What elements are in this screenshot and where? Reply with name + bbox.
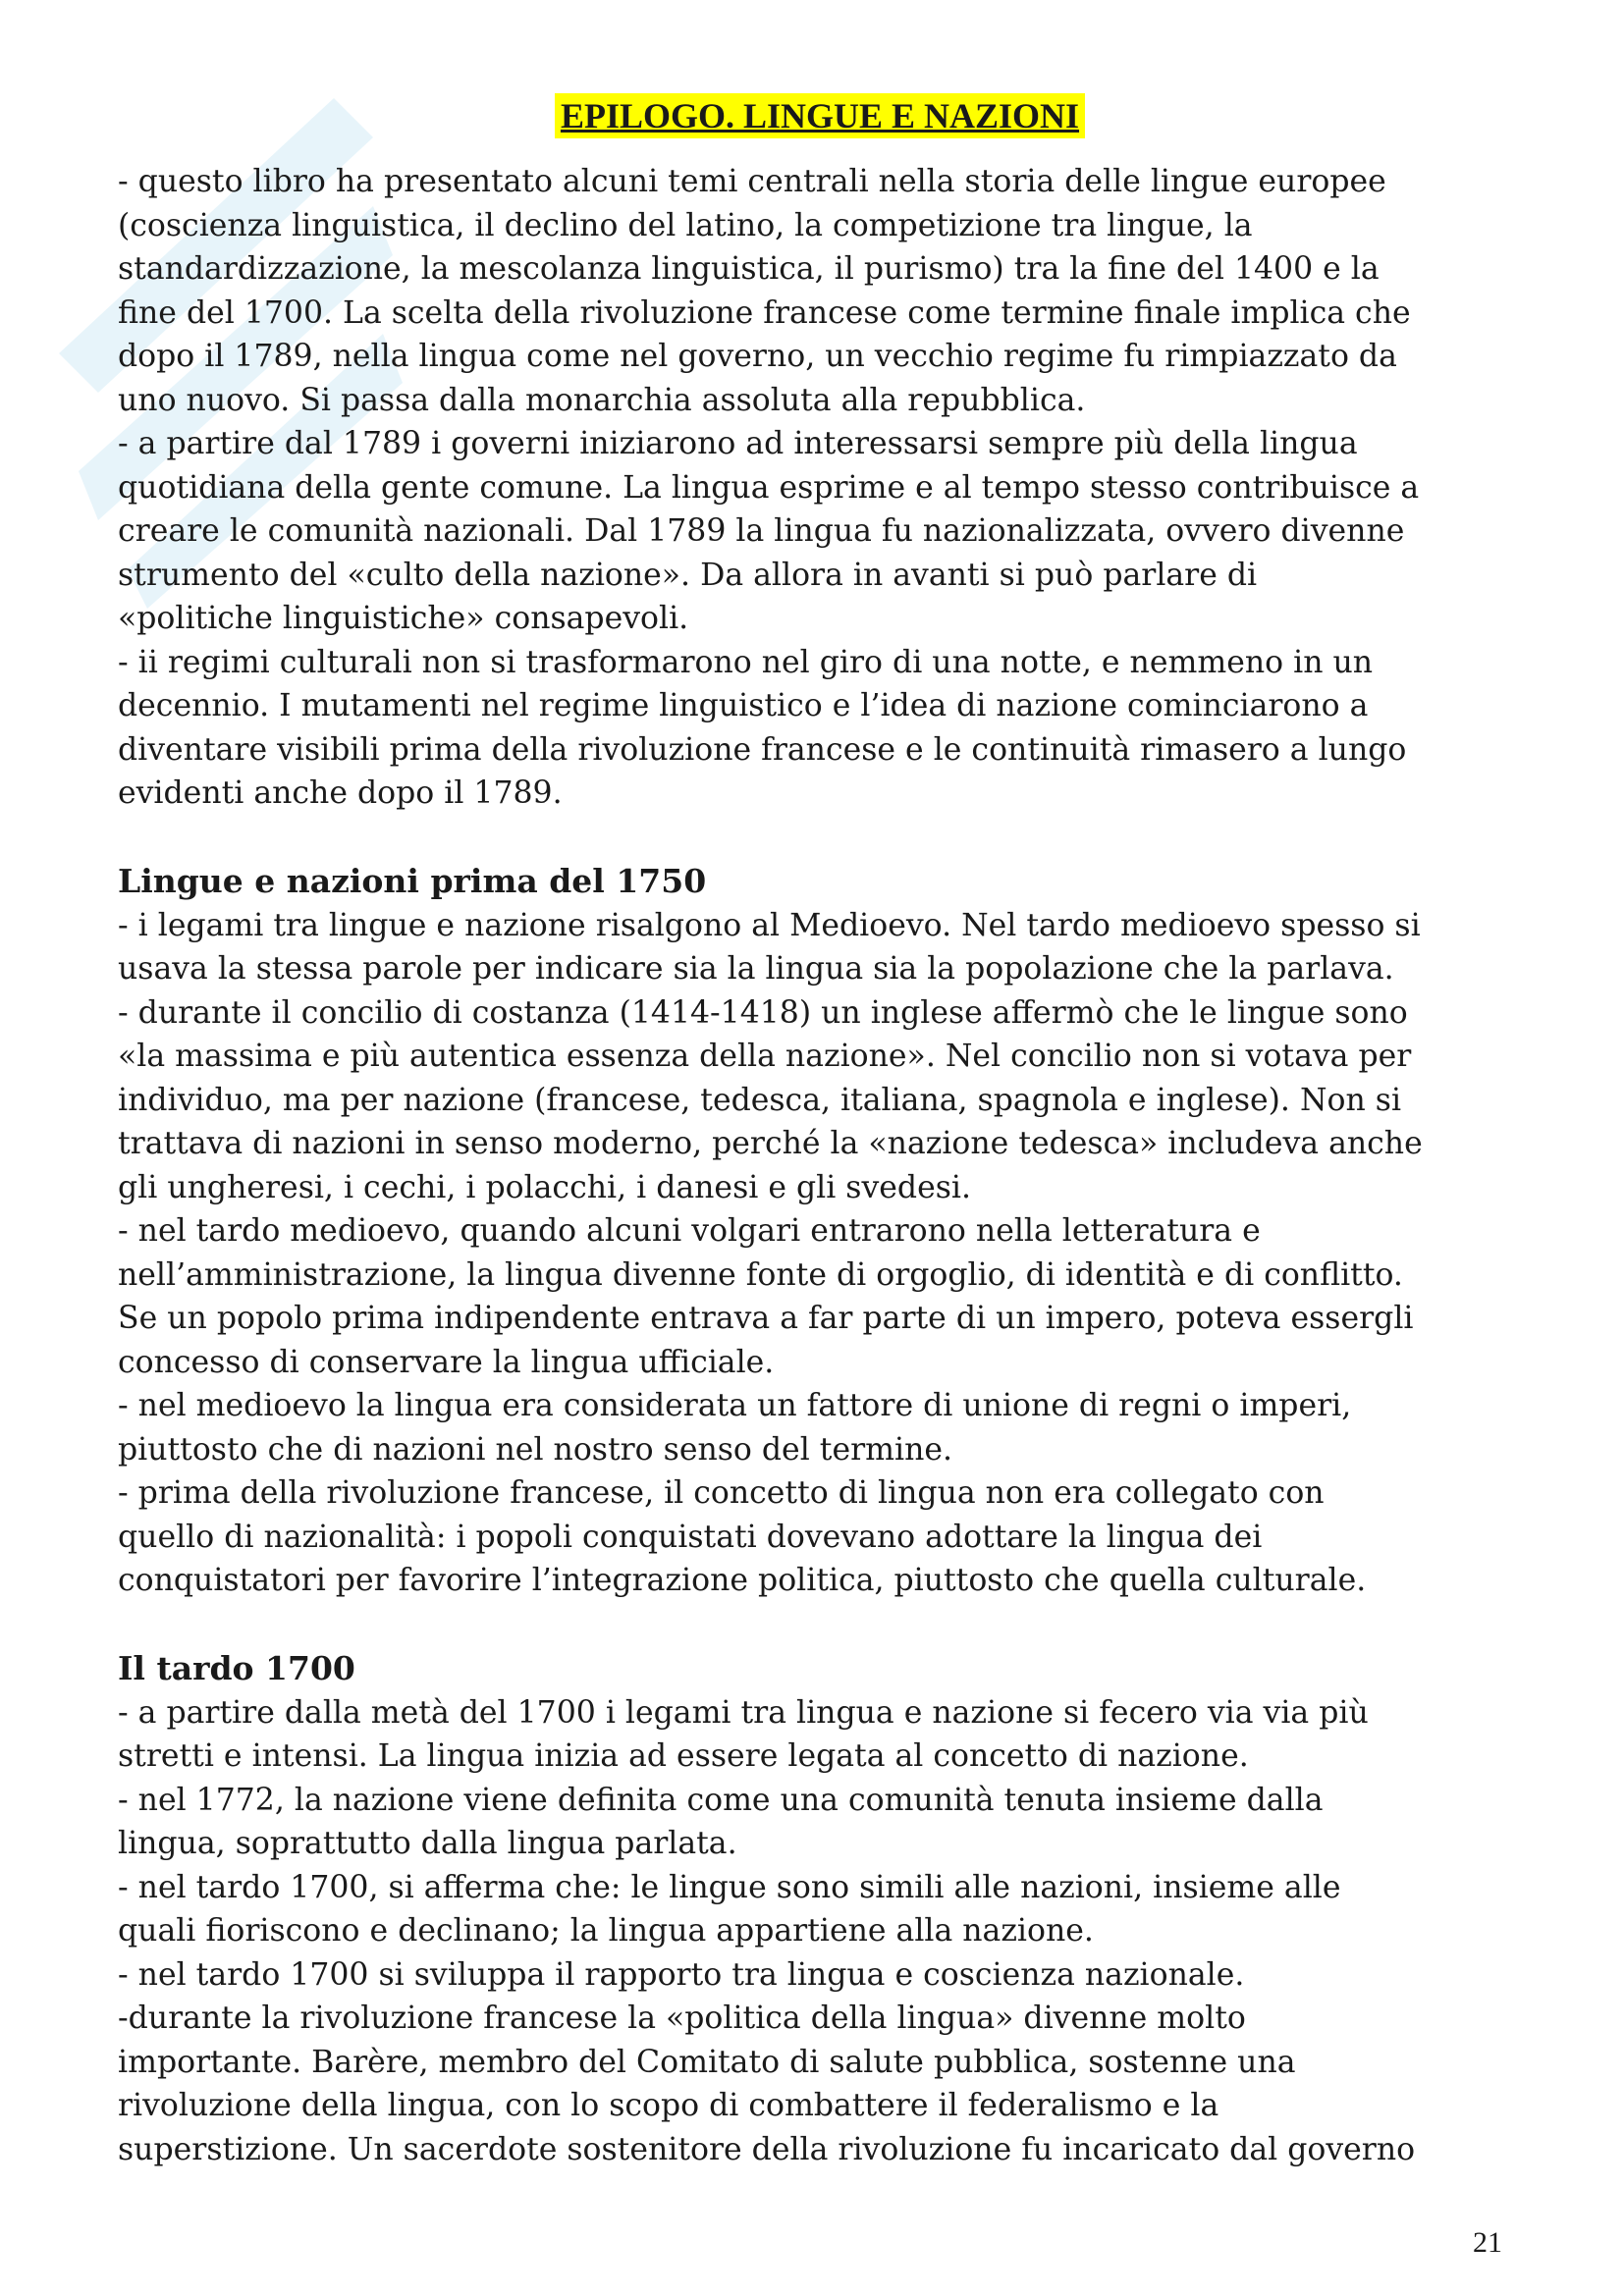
text-line: importante. Barère, membro del Comitato di salute pubblica, sostenne una: [118, 2044, 1296, 2080]
text-line: - nel tardo medioevo, quando alcuni volgari entrarono nella letteratura e: [118, 1213, 1261, 1249]
text-line: «politiche linguistiche» consapevoli.: [118, 601, 689, 636]
text-line: - i legami tra lingue e nazione risalgono al Medioevo. Nel tardo medioevo spesso si: [118, 907, 1421, 943]
text-line: - prima della rivoluzione francese, il concetto di lingua non era collegato con: [118, 1475, 1325, 1511]
text-line: - nel medioevo la lingua era considerata un fattore di unione di regni o imperi,: [118, 1388, 1352, 1423]
text-line: - a partire dalla metà del 1700 i legami tra lingua e nazione si fecero via via più: [118, 1694, 1369, 1731]
page-title: EPILOGO. LINGUE E NAZIONI: [555, 93, 1085, 138]
text-line: - nel 1772, la nazione viene definita come una comunità tenuta insieme dalla: [118, 1782, 1324, 1818]
text-line: Se un popolo prima indipendente entrava a far parte di un impero, poteva essergli: [118, 1301, 1414, 1336]
text-line: - nel tardo 1700 si sviluppa il rapporto tra lingua e coscienza nazionale.: [118, 1956, 1245, 1993]
text-line: stretti e intensi. La lingua inizia ad essere legata al concetto di nazione.: [118, 1738, 1249, 1774]
section-heading-lingue-nazioni: Lingue e nazioni prima del 1750: [118, 861, 707, 900]
section-tardo-1700: [118, 1691, 1522, 2172]
text-line: lingua, soprattutto dalla lingua parlata.: [118, 1826, 737, 1861]
text-line: fine del 1700. La scelta della rivoluzione francese come termine finale implica che: [118, 294, 1411, 331]
text-line: usava la stessa parole per indicare sia la lingua sia la popolazione che la parlava.: [118, 951, 1394, 987]
text-line: superstizione. Un sacerdote sostenitore della rivoluzione fu incaricato dal governo: [118, 2131, 1416, 2167]
text-line: - a partire dal 1789 i governi iniziarono ad interessarsi sempre più della lingua: [118, 426, 1358, 461]
text-line: nell’amministrazione, la lingua divenne fonte di orgoglio, di identità e di conflitto.: [118, 1256, 1403, 1293]
text-line: piuttosto che di nazioni nel nostro senso del termine.: [118, 1431, 953, 1468]
text-line: - nel tardo 1700, si afferma che: le lingue sono simili alle nazioni, insieme alle: [118, 1869, 1341, 1905]
text-line: -durante la rivoluzione francese la «politica della lingua» divenne molto: [118, 2001, 1246, 2036]
text-line: uno nuovo. Si passa dalla monarchia assoluta alla repubblica.: [118, 382, 1086, 418]
text-line: diventare visibili prima della rivoluzione francese e le continuità rimasero a lungo: [118, 731, 1407, 768]
page-number: 21: [1473, 2226, 1502, 2259]
section-lingue-nazioni: [118, 904, 1522, 1603]
text-line: decennio. I mutamenti nel regime linguistico e l’idea di nazione cominciarono a: [118, 688, 1369, 723]
intro-paragraph: [118, 160, 1522, 816]
text-line: evidenti anche dopo il 1789.: [118, 775, 563, 811]
text-line: conquistatori per favorire l’integrazione politica, piuttosto che quella culturale.: [118, 1563, 1367, 1598]
text-line: (coscienza linguistica, il declino del latino, la competizione tra lingue, la: [118, 207, 1253, 243]
text-line: concesso di conservare la lingua ufficiale.: [118, 1344, 775, 1380]
text-line: standardizzazione, la mescolanza linguistica, il purismo) tra la fine del 1400 e la: [118, 251, 1380, 287]
text-line: quello di nazionalità: i popoli conquistati dovevano adottare la lingua dei: [118, 1519, 1263, 1555]
text-line: - ii regimi culturali non si trasformarono nel giro di una notte, e nemmeno in un: [118, 644, 1374, 680]
text-line: quotidiana della gente comune. La lingua esprime e al tempo stesso contribuisce a: [118, 469, 1420, 506]
text-line: strumento del «culto della nazione». Da allora in avanti si può parlare di: [118, 557, 1258, 593]
text-line: individuo, ma per nazione (francese, tedesca, italiana, spagnola e inglese). Non si: [118, 1082, 1402, 1118]
text-line: dopo il 1789, nella lingua come nel governo, un vecchio regime fu rimpiazzato da: [118, 339, 1397, 374]
document-page: [118, 93, 1522, 2171]
section-heading-tardo-1700: Il tardo 1700: [118, 1648, 355, 1687]
text-line: quali fioriscono e declinano; la lingua appartiene alla nazione.: [118, 1913, 1094, 1949]
text-line: - durante il concilio di costanza (1414-1418) un inglese affermò che le lingue sono: [118, 994, 1408, 1031]
text-line: creare le comunità nazionali. Dal 1789 la lingua fu nazionalizzata, ovvero divenne: [118, 513, 1405, 549]
text-line: rivoluzione della lingua, con lo scopo di combattere il federalismo e la: [118, 2088, 1219, 2123]
text-line: trattava di nazioni in senso moderno, perché la «nazione tedesca» includeva anche: [118, 1126, 1423, 1161]
title-wrapper: [118, 93, 1522, 138]
text-line: - questo libro ha presentato alcuni temi centrali nella storia delle lingue europee: [118, 164, 1386, 199]
text-line: gli ungheresi, i cechi, i polacchi, i danesi e gli svedesi.: [118, 1169, 971, 1205]
text-line: «la massima e più autentica essenza della nazione». Nel concilio non si votava per: [118, 1039, 1412, 1074]
